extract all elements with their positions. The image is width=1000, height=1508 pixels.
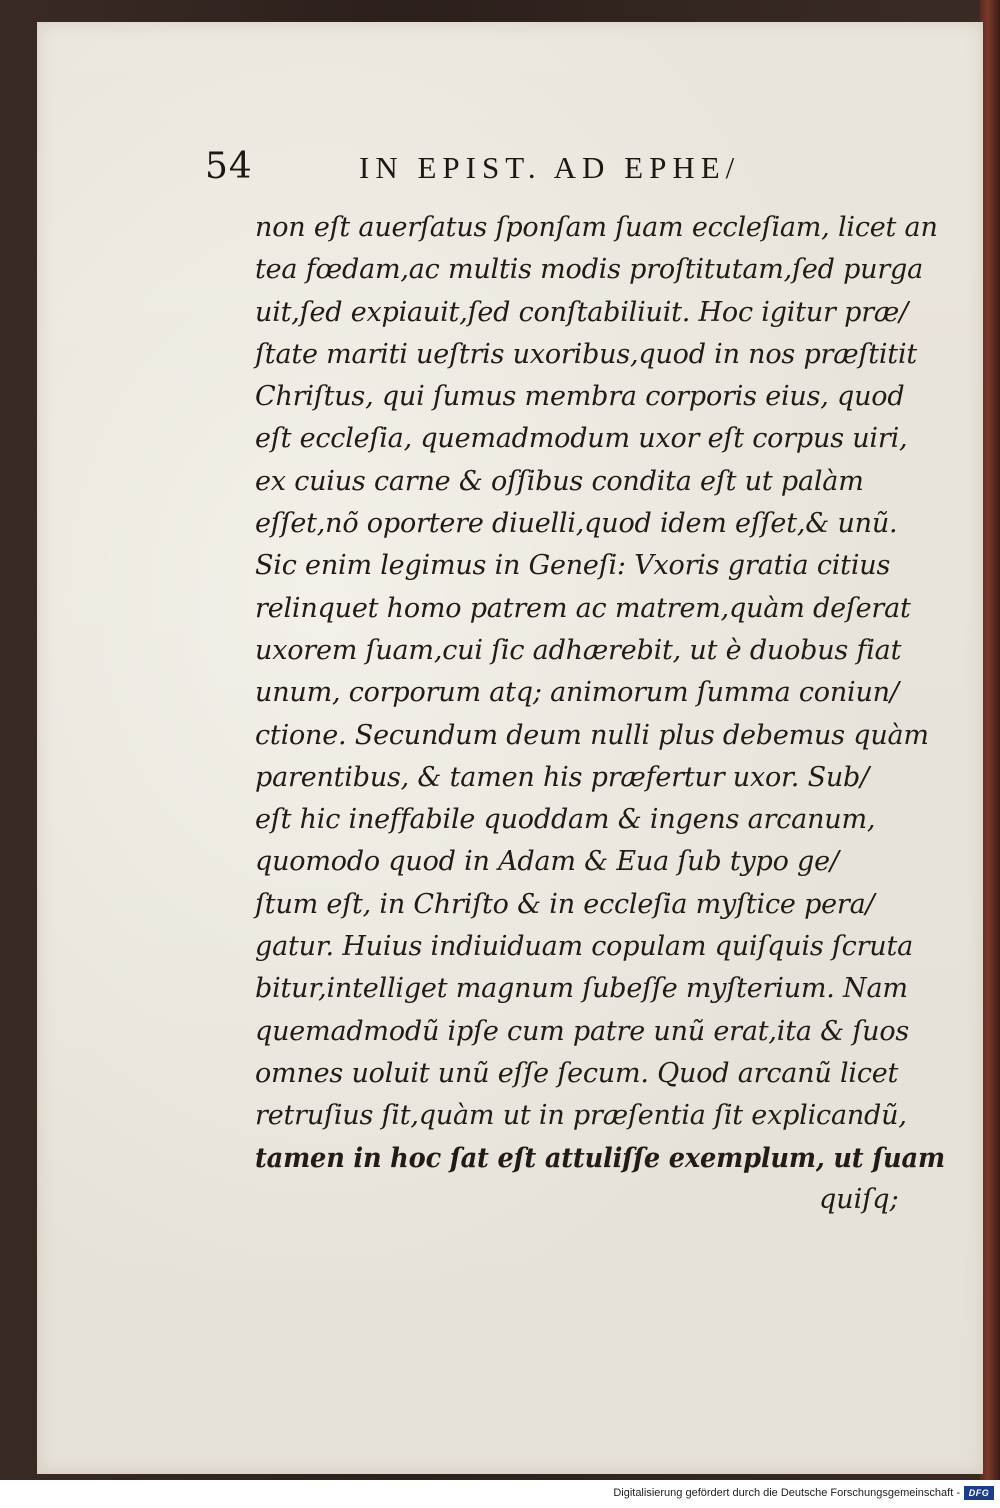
- funding-credit: Digitalisierung gefördert durch die Deutsche Forschungsgemeinschaft -: [613, 1487, 960, 1499]
- text-line: Sic enim legimus in Geneſi: Vxoris gratia citius: [255, 550, 891, 582]
- page-number: 54: [205, 146, 253, 187]
- text-line: tamen in hoc ſat eſt attuliſſe exemplum, ut ſuam: [255, 1142, 945, 1174]
- text-line: relinquet homo patrem ac matrem,quàm deſerat: [255, 592, 911, 624]
- text-line: ſtum eſt, in Chriſto & in eccleſia myſtice pera/: [255, 888, 875, 920]
- text-line: Chriſtus, qui ſumus membra corporis eius, quod: [255, 381, 905, 413]
- text-line: eſt eccleſia, quemadmodum uxor eſt corpus uiri,: [255, 423, 908, 455]
- text-line: tea fœdam,ac multis modis proſtitutam,ſed purga: [255, 254, 924, 286]
- text-line: retruſius ſit,quàm ut in præſentia ſit explicandũ,: [255, 1100, 907, 1132]
- book-edge: [980, 0, 1000, 1490]
- text-line: eſſet,nõ oportere diuelli,quod idem eſſet,& unũ.: [255, 508, 898, 540]
- text-line: uit,ſed expiauit,ſed conſtabiliuit. Hoc igitur præ/: [255, 296, 909, 328]
- book-page: [37, 22, 983, 1474]
- text-line: eſt hic ineffabile quoddam & ingens arcanum,: [255, 804, 876, 836]
- text-line: bitur,intelliget magnum ſubeſſe myſterium. Nam: [255, 973, 908, 1005]
- text-line: quemadmodũ ipſe cum patre unũ erat,ita & ſuos: [255, 1015, 910, 1047]
- text-line: ctione. Secundum deum nulli plus debemus quàm: [255, 719, 929, 751]
- text-line: uxorem ſuam,cui ſic adhærebit, ut è duobus fiat: [255, 634, 902, 666]
- running-title: IN EPIST. AD EPHE/: [359, 150, 741, 185]
- dfg-logo-icon: DFG: [964, 1486, 994, 1500]
- text-line: non eſt auerſatus ſponſam ſuam eccleſiam, licet an: [255, 212, 938, 243]
- text-line: gatur. Huius indiuiduam copulam quiſquis ſcruta: [255, 931, 914, 963]
- running-head: [205, 146, 925, 194]
- text-line: ex cuius carne & oſſibus condita eſt ut palàm: [255, 465, 864, 497]
- catchword: quiſq;: [819, 1184, 899, 1215]
- text-line: ſtate mariti ueſtris uxoribus,quod in nos præſtitit: [255, 338, 918, 370]
- text-line: unum, corporum atq; animorum ſumma coniun/: [255, 677, 899, 709]
- digitization-footer: [0, 1480, 1000, 1508]
- text-line: quomodo quod in Adam & Eua ſub typo ge/: [255, 846, 839, 878]
- body-text: [255, 207, 945, 1180]
- text-line: parentibus, & tamen his præfertur uxor. Sub/: [255, 761, 870, 793]
- text-line: omnes uoluit unũ eſſe ſecum. Quod arcanũ licet: [255, 1057, 899, 1089]
